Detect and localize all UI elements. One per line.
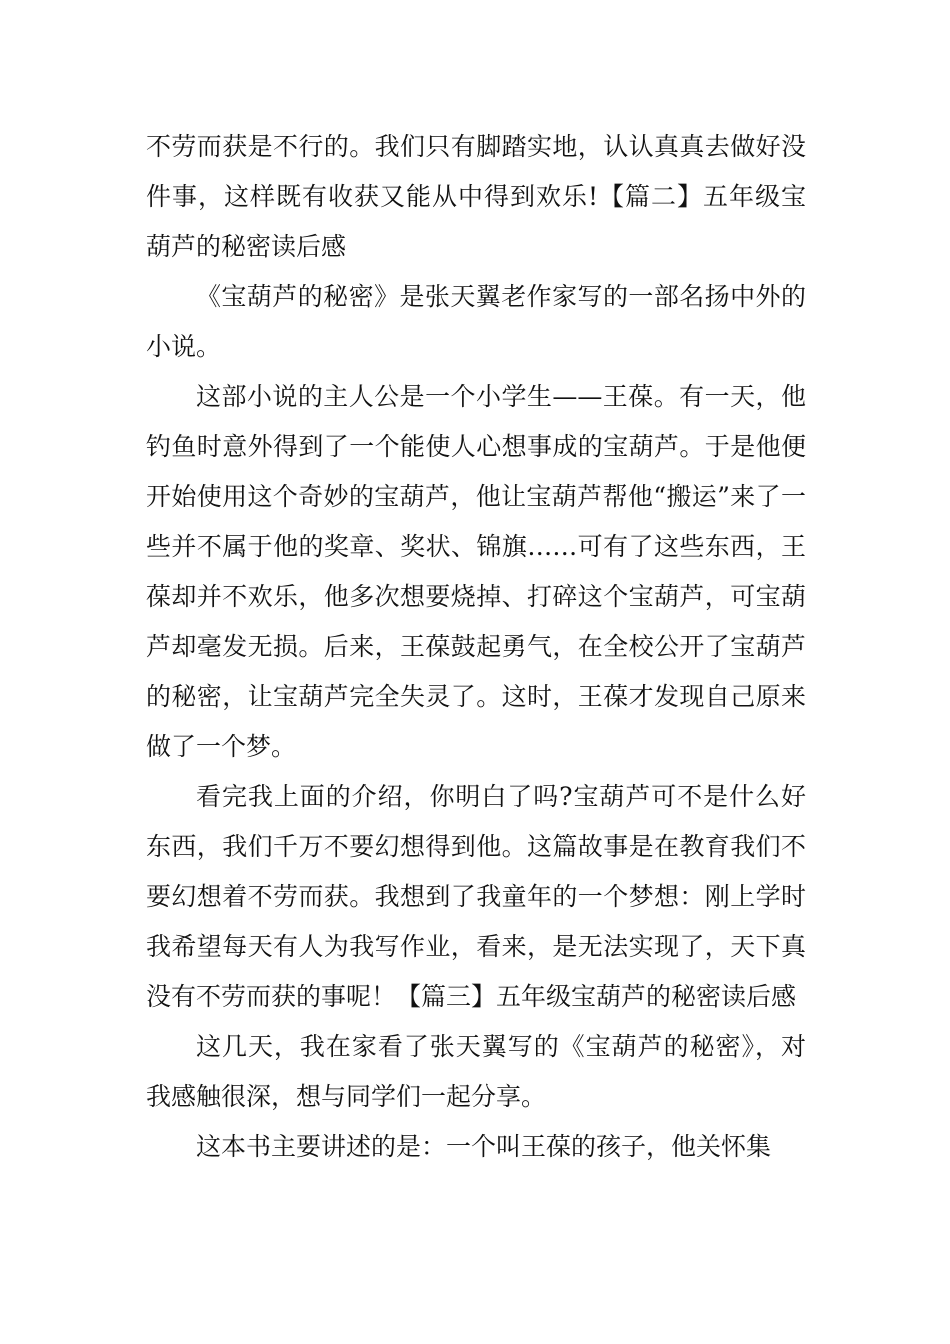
paragraph: 这部小说的主人公是一个小学生——王葆。有一天，他钓鱼时意外得到了一个能使人心想事成的宝葫芦。于是他便开始使用这个奇妙的宝葫芦，他让宝葫芦帮他“搬运”来了一些并不属于他的奖章、奖状、锦旗……可有了这些东西，王葆却并不欢乐，他多次想要烧掉、打碎这个宝葫芦，可宝葫芦却毫发无损。后来，王葆鼓起勇气，在全校公开了宝葫芦的秘密，让宝葫芦完全失灵了。这时，王葆才发现自己原来做了一个梦。 (146, 382, 806, 761)
paragraph: 不劳而获是不行的。我们只有脚踏实地，认认真真去做好没件事，这样既有收获又能从中得到欢乐!【篇二】五年级宝葫芦的秘密读后感 (146, 132, 806, 261)
document-body (146, 122, 806, 1172)
paragraph: 《宝葫芦的秘密》是张天翼老作家写的一部名扬中外的小说。 (146, 282, 806, 361)
paragraph: 这本书主要讲述的是：一个叫王葆的孩子，他关怀集 (196, 1132, 772, 1161)
paragraph: 这几天，我在家看了张天翼写的《宝葫芦的秘密》，对我感触很深，想与同学们一起分享。 (146, 1032, 806, 1111)
paragraph: 看完我上面的介绍，你明白了吗?宝葫芦可不是什么好东西，我们千万不要幻想得到他。这篇故事是在教育我们不要幻想着不劳而获。我想到了我童年的一个梦想：刚上学时我希望每天有人为我写作业，看来，是无法实现了，天下真没有不劳而获的事呢！【篇三】五年级宝葫芦的秘密读后感 (146, 782, 806, 1011)
